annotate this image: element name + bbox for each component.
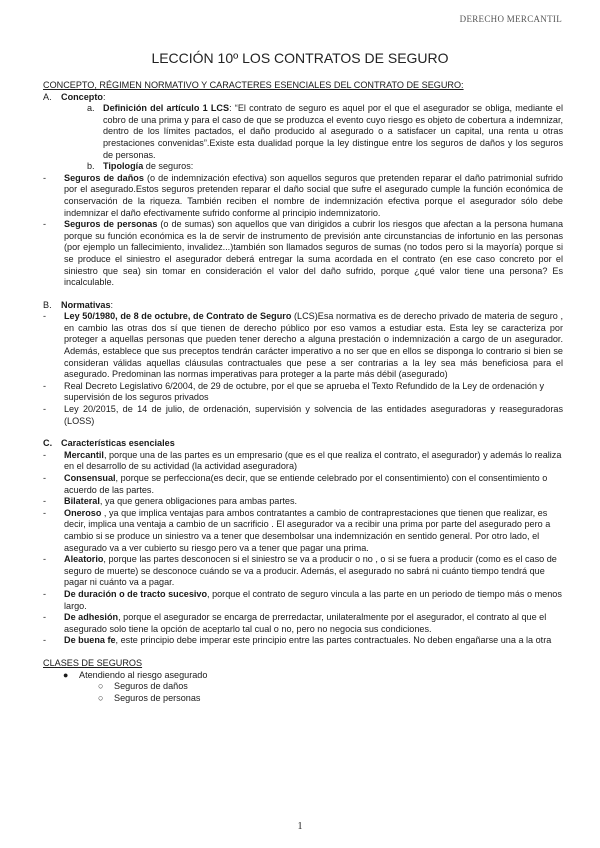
item-bold: Aleatorio [64,554,104,565]
item-bold: De duración o de tracto sucesivo [64,588,208,599]
item-text: , porque el contrato de seguro vincula a las parte en un periodo de tiempo más o menos largo. [64,588,562,611]
item-marker: A. [43,91,52,102]
dash-marker: - [43,404,47,415]
dash-marker: - [43,635,47,646]
item-text: , este principio debe imperar este principio entre las partes contractuales. No deben engañarse una a la otra [115,635,552,646]
list-item [43,496,563,508]
item-bold: Ley 50/1980, de 8 de octubre, de Contrato de Seguro [64,311,292,322]
list-item [43,554,563,589]
sub-item-label: Tipología [103,161,144,172]
list-item [43,404,563,427]
list-item [43,508,563,554]
item-marker: C. [43,438,53,449]
item-text: , porque se perfecciona(es decir, que se entiende celebrado por el consentimiento) con el consentimiento o acuerdo de las partes. [64,473,548,495]
item-text: Ley 20/2015, de 14 de julio, de ordenación, supervisión y solvencia de las entidades aseguradoras y reaseguradoras (LOSS) [64,404,563,426]
dash-marker: - [43,473,47,483]
list-item [43,219,563,289]
page-title: LECCIÓN 10º LOS CONTRATOS DE SEGURO [151,50,449,66]
sub-bullet-text: Seguros de daños [114,681,188,692]
dash-marker: - [43,612,47,623]
dash-marker: - [43,380,47,391]
sub-bullet-item [43,693,563,705]
item-text: , ya que implica ventajas para ambos contratantes a cambio de contraprestaciones que tienen que realizar, es decir, implica una ventaja a cambio de un sacrificio . El asegurador va a recibir una prima por parte del asegurado pero a cambio si se produce un siniestro va a tener que desembolsar una indemnización en sentido general. Por otro lado, el asegurado va a ver cubierto su riesgo pero va a tener que pagar una prima. [64,507,551,553]
item-bold: De buena fe [64,635,116,646]
item-text: (LCS)Esa normativa es de derecho privado de materia de seguro , en cambio las otras dos sí que tienen de derecho público por eso vamos a estudiar esta. Esta ley se caracteriza por proteger a aquellas personas que pueden tener derecho a alguna prestación o indemnización a cargo de un asegurador. Además, establece que sus preceptos tendrán carácter imperativo a no ser que en ellos se disponga lo contrario si bien se consideran válidas aquellas cláusulas contractuales que pese a ser contrarias a la ley sea más beneficiosa para el asegurado. Predominan las normas imperativas para proteger a la parte más débil (asegurado) [64,311,563,380]
list-item [43,473,563,496]
dash-marker: - [43,554,47,565]
sub-item-marker: b. [87,161,95,172]
label-suffix: : [110,299,114,310]
dash-marker: - [43,172,47,183]
item-bold: De adhesión [64,612,119,623]
dash-marker: - [43,219,47,230]
bullet-item [43,670,563,682]
sub-item-text: : “El contrato de seguro es aquel por el que el asegurador se obliga, mediante el cobro de una prima y para el caso de que se produzca el evento cuyo riesgo es objeto de cobertura a indemnizar, dentro de los límites pactados, el daño producido al asegurado o a satisfacer un capital, una renta u otras prestaciones convenidas”.Existe esta dualidad porque la ley distingue entre los seguros de daños y los seguros de personas. [103,103,563,160]
item-text: , porque las partes desconocen si el siniestro se va a producir o no , o si se fuera a producir (como es el caso de seguro de muerte) se desconoce cuándo se va a producir. Además, el asegurado no sabrá ni cuánto tiempo tendrá que pagar ni cuánto va a pagar. [64,554,557,588]
list-item [43,311,563,381]
item-label: Características esenciales [61,438,175,449]
page-number: 1 [297,821,303,832]
circle-bullet-icon: ○ [98,681,104,692]
list-item [43,635,563,647]
item-bold: Seguros de personas [64,219,158,230]
item-text: (o de indemnización efectiva) son aquellos seguros que pretenden reparar el daño patrimonial sufrido por el asegurado.Estos seguros pretenden reparar el daño social que sufre el asegurado cumple la función económica de conservación de la riqueza. También reciben el nombre de indemnización efectiva porque el asegurador sólo debe indemnizar el daño efectivamente sufrido conforme al principio indemnizatorio. [64,172,563,218]
circle-bullet-icon: ○ [98,692,104,703]
item-text: (o de sumas) son aquellos que van dirigidos a cubrir los riesgos que afectan a la persona humana porque su función económica es la de servir de instrumento de previsión ante circunstancias de infortunio en las personas (por ejemplo un fallecimiento, invalidez...)también son llamados seguros de sumas (no todos pero si la mayoría) porque si se produce el siniestro el asegurador deberá entregar la suma acordada en el contrato (en ese caso concreto por el siniestro que sea) sin tomar en consideración el valor del daño sufrido, porque ¿qué valor tiene una persona? Es incalculable. [64,219,564,288]
sub-item-tipologia [43,161,563,173]
dash-marker: - [43,588,47,599]
bullet-icon: ● [63,669,69,680]
item-bold: Bilateral [64,496,100,507]
item-label: Concepto [61,91,103,102]
document-body [43,80,563,704]
item-bold: Oneroso [64,507,102,518]
spacer [43,289,563,300]
item-text: , porque una de las partes es un empresario (que es el que realiza el contrato, el asegurador) y además lo realiza en el desarrollo de su actividad (la actividad aseguradora) [64,449,562,472]
spacer [43,647,563,658]
list-item [43,173,563,219]
list-item [43,450,563,473]
dash-marker: - [43,496,47,507]
dash-marker: - [43,507,47,518]
list-item [43,589,563,612]
label-suffix: : [102,91,106,102]
sub-item-definicion [43,103,563,161]
dash-marker: - [43,311,47,322]
item-text: , ya que genera obligaciones para ambas partes. [99,496,298,507]
sub-item-text: de seguros: [143,161,194,172]
item-text: , porque el asegurador se encarga de prerredactar, unilateralmente por el asegurador, el contrato al que el asegurado solo tiene la opción de aceptarlo tal cual o no, pero no negocia sus condiciones. [64,612,547,634]
item-text: Real Decreto Legislativo 6/2004, de 29 de octubre, por el que se aprueba el Texto Refundido de la Ley de ordenación y supervisión de los seguros privados [64,380,545,403]
item-bold: Seguros de daños [64,172,144,183]
item-b-normativas [43,300,563,312]
sub-item-marker: a. [87,103,95,114]
sub-bullet-item [43,681,563,693]
running-header: DERECHO MERCANTIL [459,14,562,24]
item-bold: Mercantil [64,449,104,460]
list-item [43,381,563,404]
list-item [43,612,563,635]
item-label: Normativas [61,299,111,310]
sub-bullet-text: Seguros de personas [114,692,201,703]
sub-item-label: Definición del artículo 1 LCS [103,103,230,114]
dash-marker: - [43,449,47,460]
item-c-caracteristicas [43,438,563,450]
bullet-text: Atendiendo al riesgo asegurado [79,669,208,680]
item-bold: Consensual [64,473,116,483]
spacer [43,427,563,438]
section-heading: CONCEPTO, RÉGIMEN NORMATIVO Y CARACTERES ESENCIALES DEL CONTRATO DE SEGURO: [43,80,464,90]
item-marker: B. [43,299,52,310]
item-a-concepto [43,92,563,104]
section-heading: CLASES DE SEGUROS [43,657,143,668]
